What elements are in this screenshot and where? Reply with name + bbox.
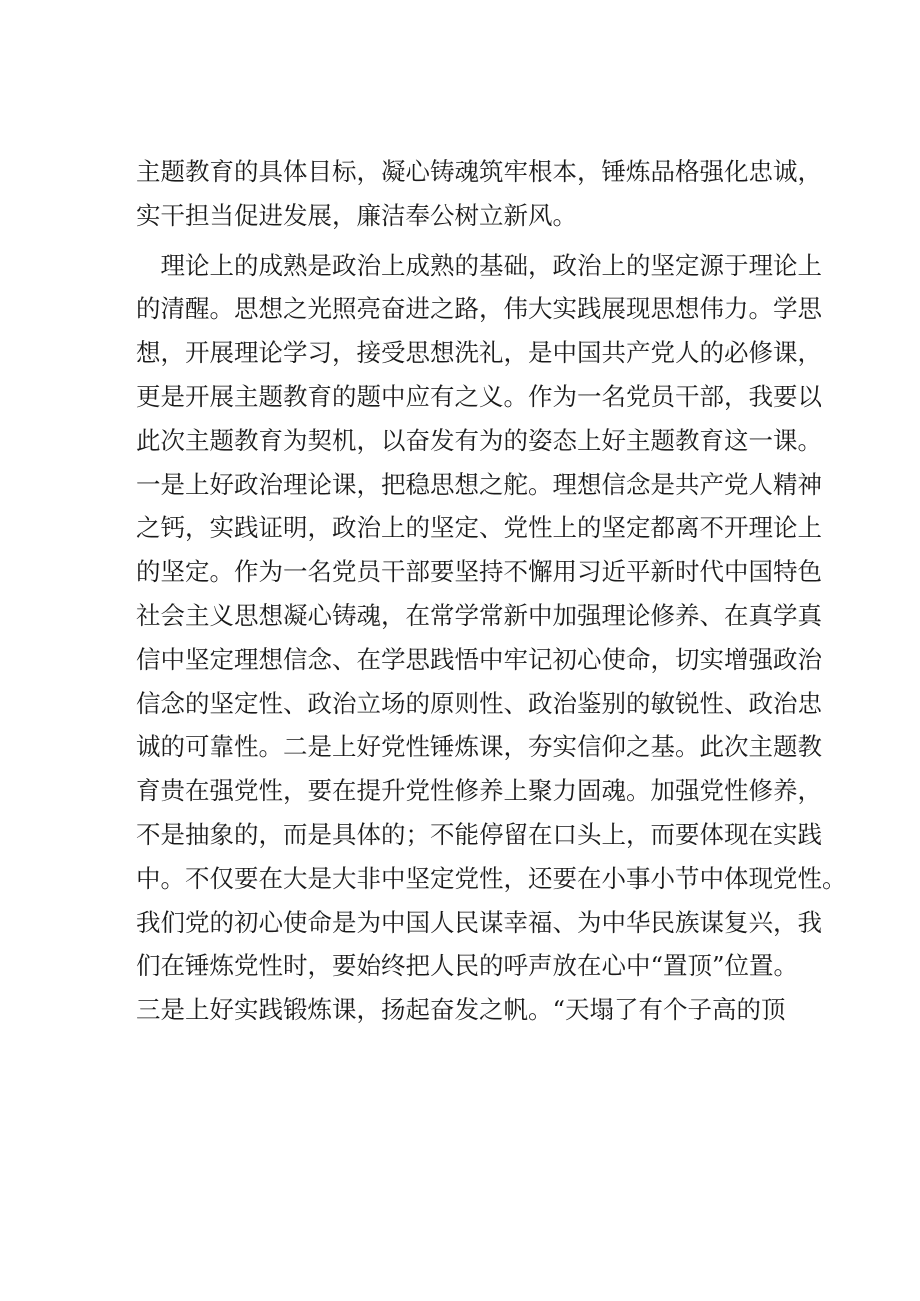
text-line: 们在锤炼党性时，要始终把人民的呼声放在心中“置顶”位置。 [136, 951, 799, 981]
text-line: 实干担当促进发展，廉洁奉公树立新风。 [136, 200, 577, 230]
text-line: 信念的坚定性、政治立场的原则性、政治鉴别的敏锐性、政治忠 [136, 688, 822, 718]
text-line: 此次主题教育为契机，以奋发有为的姿态上好主题教育这一课。 [136, 425, 822, 455]
text-line: 的清醒。思想之光照亮奋进之路，伟大实践展现思想伟力。学思 [136, 294, 822, 324]
text-line: 诚的可靠性。二是上好党性锤炼课，夯实信仰之基。此次主题教 [136, 732, 822, 762]
paragraph-1 [136, 150, 822, 238]
text-line: 不是抽象的，而是具体的；不能停留在口头上，而要体现在实践 [136, 819, 822, 849]
text-line: 信中坚定理想信念、在学思践悟中牢记初心使命，切实增强政治 [136, 644, 822, 674]
text-line: 之钙，实践证明，政治上的坚定、党性上的坚定都离不开理论上 [136, 513, 822, 543]
text-line: 社会主义思想凝心铸魂，在常学常新中加强理论修养、在真学真 [136, 600, 822, 630]
text-line: 想，开展理论学习，接受思想洗礼，是中国共产党人的必修课， [136, 338, 822, 368]
text-line: 中。不仅要在大是大非中坚定党性，还要在小事小节中体现党性。 [136, 863, 847, 893]
paragraph-2 [136, 244, 847, 1032]
text-line: 一是上好政治理论课，把稳思想之舵。理想信念是共产党人精神 [136, 469, 822, 499]
text-line: 的坚定。作为一名党员干部要坚持不懈用习近平新时代中国特色 [136, 557, 822, 587]
text-line: 育贵在强党性，要在提升党性修养上聚力固魂。加强党性修养， [136, 776, 822, 806]
text-line: 三是上好实践锻炼课，扬起奋发之帆。“天塌了有个子高的顶 [136, 995, 786, 1025]
document-body [136, 150, 847, 1032]
text-line: 主题教育的具体目标，凝心铸魂筑牢根本，锤炼品格强化忠诚， [136, 157, 822, 186]
text-line: 我们党的初心使命是为中国人民谋幸福、为中华民族谋复兴，我 [136, 907, 822, 937]
text-line: 理论上的成熟是政治上成熟的基础，政治上的坚定源于理论上 [136, 250, 822, 280]
text-line: 更是开展主题教育的题中应有之义。作为一名党员干部，我要以 [136, 381, 822, 411]
